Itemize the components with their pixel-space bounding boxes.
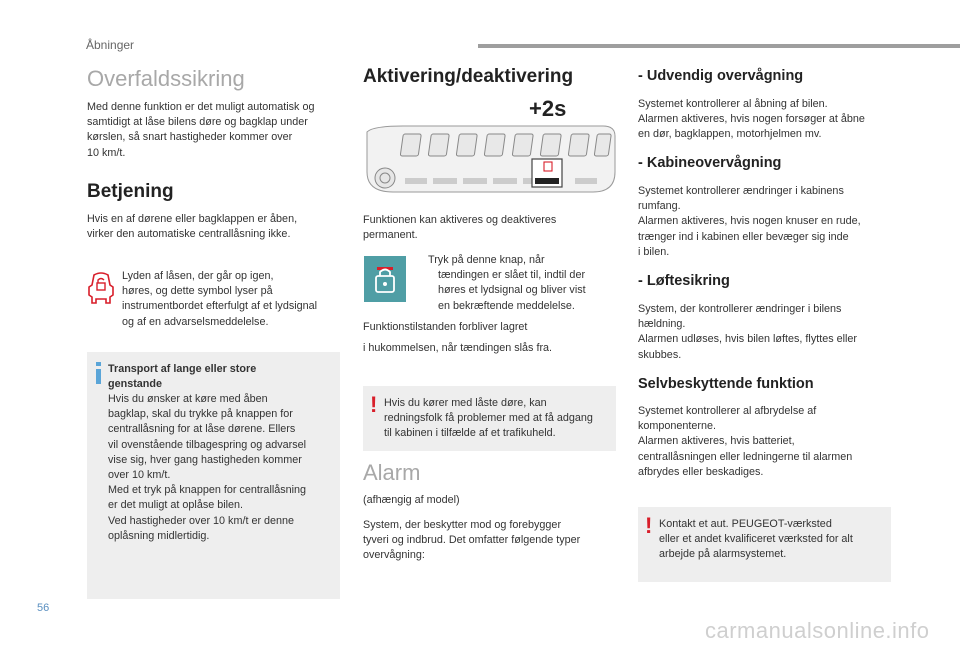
page-title: Overfaldssikring — [87, 66, 245, 91]
warning-box-workshop — [638, 507, 891, 582]
betjening-text: Hvis en af dørene eller bagklappen er åben, virker den automatiske centrallåsning ikke. — [87, 213, 298, 241]
car-lock-icon — [87, 271, 115, 309]
hold-duration-label: +2s — [529, 96, 567, 121]
page-number: 56 — [37, 602, 50, 614]
info-box-text: Hvis du ønsker at køre med åben bagklap, skal du trykke på knappen for centrallåsning for at låse dørene. Ellers vil ovenstående tilbagespring og advarsel vise sig, hver gang hastigheden kommer over 10 km/t. Med et tryk på knappen for centrallåsning er det muligt at oplåse bilen. Ved hastigheder over 10 km/t er denne oplåsning midlertidig. — [108, 393, 307, 542]
aktivering-heading: Aktivering/deaktivering — [363, 66, 574, 87]
section-header: Åbninger — [86, 38, 135, 52]
betjening-heading: Betjening — [87, 181, 174, 202]
lift-protection-heading: - Løftesikring — [638, 273, 730, 289]
lock-button-icon — [364, 256, 406, 302]
ext-monitoring-heading: - Udvendig overvågning — [638, 68, 804, 84]
self-protection-heading: Selvbeskyttende funktion — [638, 376, 814, 392]
alarm-model: (afhængig af model) — [363, 494, 460, 506]
workshop-warning-text: Kontakt et aut. PEUGEOT-værksted eller et andet kvalificeret værksted for alt arbejde på alarmsystemet. — [659, 518, 853, 561]
memory-text-2: i hukommelsen, når tændingen slås fra. — [363, 342, 553, 354]
lift-protection-text: System, der kontrollerer ændringer i bilens hældning. Alarmen udløses, hvis bilen løftes, flyttes eller skubbes. — [638, 303, 858, 361]
dashboard-illustration — [363, 122, 617, 196]
info-icon — [95, 362, 103, 388]
warning-text: Hvis du kører med låste døre, kan redningsfolk få problemer med at få adgang til kabinen i tilfælde af et trafikuheld. — [384, 397, 593, 440]
memory-text-1: Funktionstilstanden forbliver lagret — [363, 321, 528, 333]
ext-monitoring-text: Systemet kontrollerer al åbning af bilen. Alarmen aktiveres, hvis nogen forsøger at åbne en dør, bagklappen, motorhjelmen mv. — [638, 98, 865, 141]
warning-icon: ! — [370, 392, 378, 417]
alarm-text: System, der beskytter mod og forebygger tyveri og indbrud. Det omfatter følgende typer overvågning: — [363, 519, 581, 562]
alarm-heading: Alarm — [363, 460, 421, 485]
intro-text: Med denne funktion er det muligt automatisk og samtidigt at låse bilens døre og bagklap under kørslen, så snart hastigheder kommer over 10 km/t. — [87, 101, 315, 159]
header-bar — [478, 44, 960, 48]
self-protection-text: Systemet kontrollerer al afbrydelse af komponenterne. Alarmen aktiveres, hvis batteriet, centrallåsningen eller ledningerne til alarmen afbrydes eller beskadiges. — [638, 405, 853, 478]
watermark: carmanualsonline.info — [705, 618, 930, 643]
cabin-monitoring-text: Systemet kontrollerer ændringer i kabinens rumfang. Alarmen aktiveres, hvis nogen knuser en rude, trænger ind i kabinen eller bevæger sig inde i bilen. — [638, 185, 861, 258]
lock-symbol-text: Lyden af låsen, der går op igen, høres, og dette symbol lyser på instrumentbordet efterfulgt af et lydsignal og af en advarselsmeddelelse. — [122, 270, 318, 328]
press-instruction: Tryk på denne knap, når tændingen er slået til, indtil der høres et lydsignal og bliver vist en bekræftende meddelelse. — [428, 254, 586, 312]
warning-box-locked-doors — [363, 386, 616, 451]
cabin-monitoring-heading: - Kabineovervågning — [638, 155, 782, 171]
info-box — [87, 352, 340, 599]
activation-text: Funktionen kan aktiveres og deaktiveres permanent. — [363, 214, 557, 242]
info-box-title: Transport af lange eller store genstande — [108, 363, 257, 391]
warning-icon: ! — [645, 513, 653, 538]
